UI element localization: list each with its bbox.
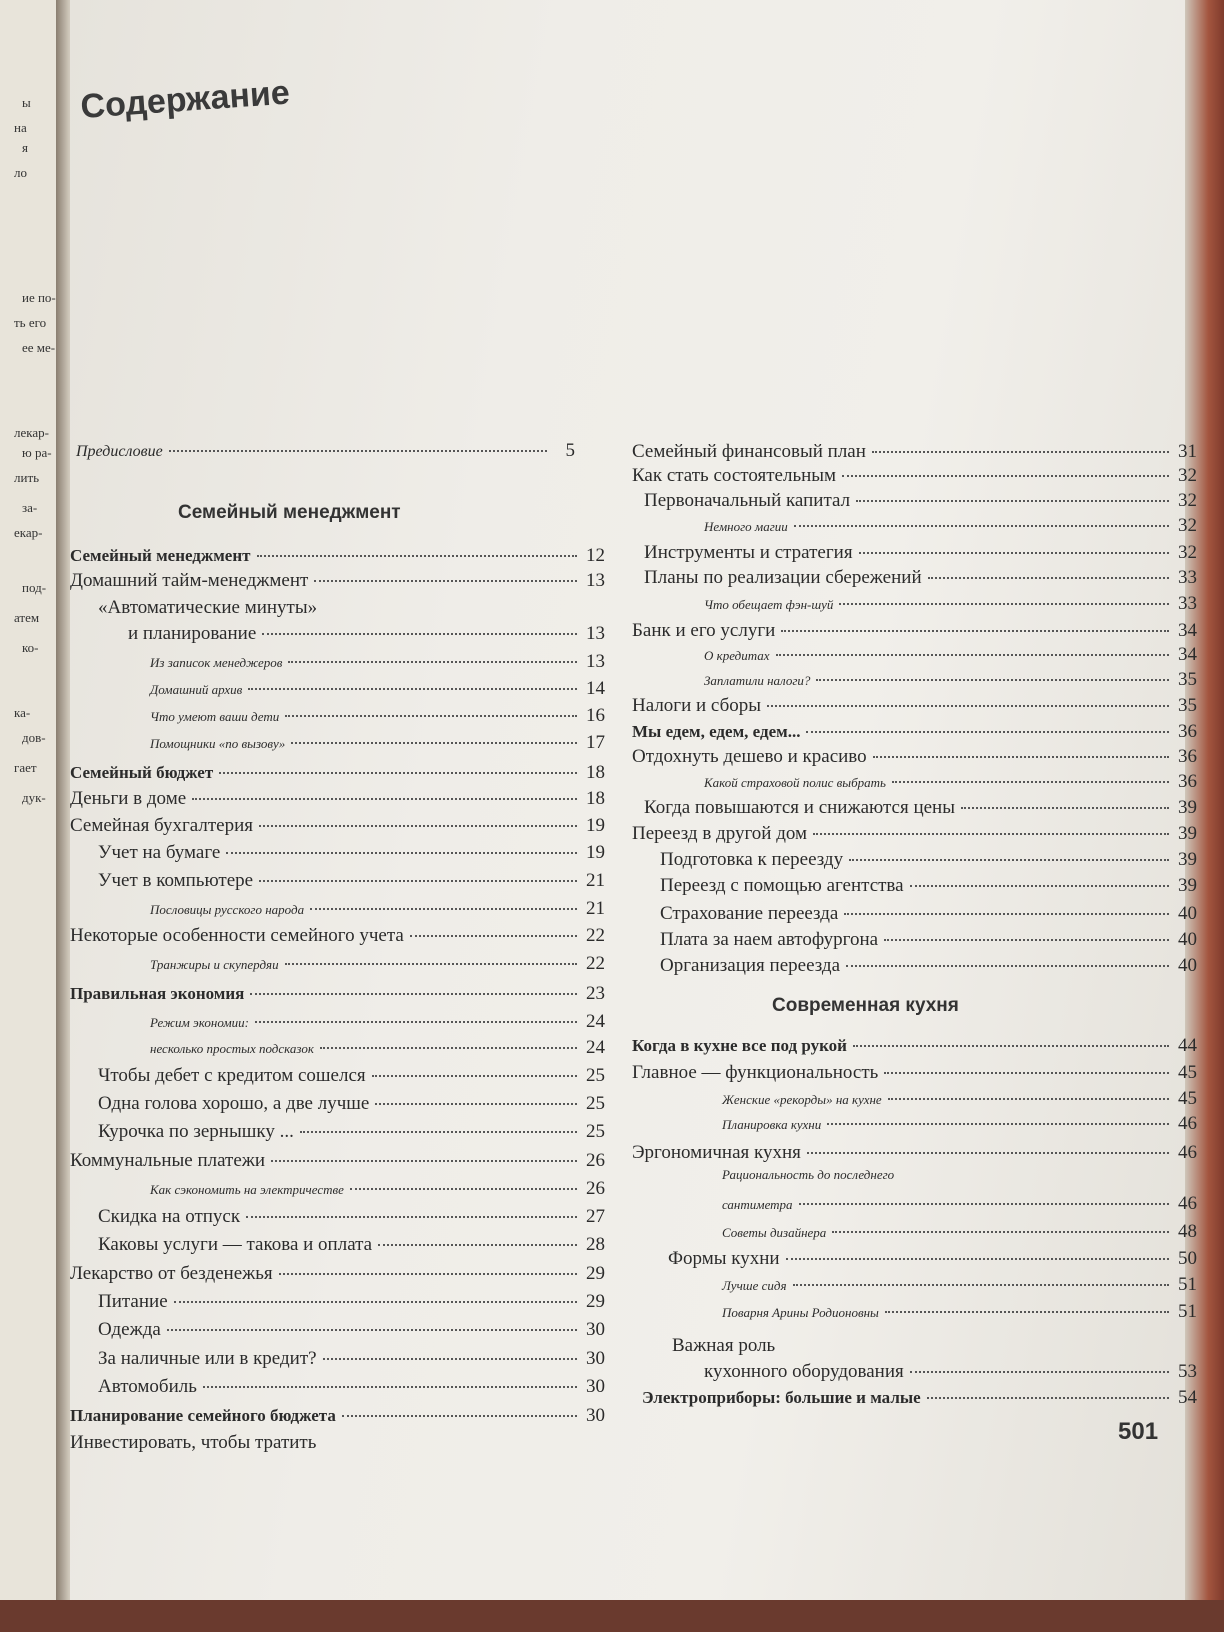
- toc-entry-label: сантиметра: [722, 1197, 793, 1212]
- adjacent-page-fragment: ее ме-: [22, 340, 56, 355]
- toc-entry: [722, 1167, 1197, 1183]
- toc-entry-label: Чтобы дебет с кредитом сошелся: [98, 1065, 366, 1086]
- toc-leader-dots: [910, 1370, 1169, 1373]
- toc-entry-page: 44: [1178, 1035, 1197, 1056]
- toc-leader-dots: [816, 678, 1169, 681]
- toc-entry: [70, 570, 605, 592]
- toc-entry: [98, 1206, 605, 1228]
- toc-entry-page: 32: [1178, 490, 1197, 511]
- toc-entry-page: 50: [1178, 1248, 1197, 1269]
- toc-entry-page: 17: [586, 732, 605, 753]
- toc-leader-dots: [927, 1396, 1169, 1399]
- toc-entry: [70, 1405, 605, 1427]
- adjacent-page-fragment: на: [14, 120, 27, 135]
- toc-entry: [150, 678, 605, 700]
- toc-entry-label: Одна голова хорошо, а две лучше: [98, 1093, 370, 1114]
- toc-entry-page: 14: [586, 678, 605, 699]
- toc-entry-label: Инвестировать, чтобы тратить: [70, 1432, 317, 1453]
- toc-leader-dots: [806, 730, 1169, 733]
- toc-entry-page: 22: [586, 925, 605, 946]
- toc-entry-label: Отдохнуть дешево и красиво: [632, 746, 867, 767]
- toc-entry-label: Советы дизайнера: [722, 1225, 827, 1240]
- toc-entry: [644, 490, 1197, 512]
- toc-leader-dots: [320, 1046, 577, 1049]
- toc-leader-dots: [884, 938, 1169, 941]
- toc-entry-label: Семейная бухгалтерия: [70, 815, 254, 836]
- toc-leader-dots: [248, 687, 577, 690]
- toc-leader-dots: [781, 629, 1169, 632]
- adjacent-page: [0, 0, 64, 1632]
- toc-entry-page: 18: [586, 788, 605, 809]
- toc-entry-label: Каковы услуги — такова и оплата: [98, 1234, 373, 1255]
- toc-leader-dots: [323, 1357, 577, 1360]
- toc-entry-page: 35: [1178, 669, 1197, 690]
- toc-leader-dots: [323, 608, 577, 609]
- adjacent-page-fragment: ть его: [14, 315, 47, 330]
- toc-leader-dots: [226, 851, 577, 854]
- toc-leader-dots: [410, 934, 577, 937]
- toc-leader-dots: [844, 912, 1169, 915]
- toc-leader-dots: [885, 1310, 1169, 1313]
- toc-entry-page: 24: [586, 1037, 605, 1058]
- toc-entry-label: Учет на бумаге: [98, 842, 221, 863]
- toc-entry: [70, 1432, 605, 1454]
- toc-entry-page: 40: [1178, 955, 1197, 976]
- toc-entry: [632, 1062, 1197, 1084]
- toc-leader-dots: [378, 1243, 577, 1246]
- toc-leader-dots: [174, 1300, 577, 1303]
- toc-entry-label: О кредитах: [704, 648, 770, 663]
- toc-entry: [660, 955, 1197, 977]
- toc-entry-label: Семейный финансовый план: [632, 441, 866, 462]
- toc-entry-page: 26: [586, 1178, 605, 1199]
- toc-entry-page: 27: [586, 1206, 605, 1227]
- toc-entry-page: 35: [1178, 695, 1197, 716]
- toc-entry-page: 32: [1178, 465, 1197, 486]
- toc-entry: [98, 1319, 605, 1341]
- toc-entry: [98, 1121, 605, 1143]
- toc-entry-label: «Автоматические минуты»: [98, 597, 318, 618]
- toc-entry: [98, 1376, 605, 1398]
- toc-entry-label: Семейный бюджет: [70, 763, 214, 782]
- toc-leader-dots: [793, 1283, 1170, 1286]
- toc-entry-page: 46: [1178, 1142, 1197, 1163]
- toc-leader-dots: [794, 524, 1169, 527]
- toc-entry-page: 36: [1178, 771, 1197, 792]
- toc-leader-dots: [291, 741, 577, 744]
- toc-entry-page: 46: [1178, 1113, 1197, 1134]
- toc-entry-label: Электроприборы: большие и малые: [642, 1388, 921, 1407]
- toc-entry: [128, 623, 605, 645]
- toc-entry-label: Предисловие: [76, 443, 163, 460]
- toc-entry-label: Режим экономии:: [150, 1015, 249, 1030]
- toc-entry-page: 31: [1178, 441, 1197, 462]
- toc-entry-page: 29: [586, 1291, 605, 1312]
- toc-leader-dots: [856, 499, 1169, 502]
- toc-entry: [632, 441, 1197, 463]
- toc-leader-dots: [262, 632, 577, 635]
- toc-entry: [704, 644, 1197, 666]
- toc-leader-dots: [786, 1257, 1169, 1260]
- toc-leader-dots: [259, 879, 577, 882]
- toc-entry-label: Инструменты и стратегия: [644, 542, 853, 563]
- toc-entry-page: 32: [1178, 542, 1197, 563]
- toc-entry: [660, 875, 1197, 897]
- adjacent-page-fragment: под-: [22, 580, 47, 595]
- toc-entry-page: 30: [586, 1376, 605, 1397]
- toc-entry: [722, 1301, 1197, 1323]
- adjacent-page-fragment: ие по-: [22, 290, 56, 305]
- toc-entry: [98, 1065, 605, 1087]
- toc-entry-label: Коммунальные платежи: [70, 1150, 266, 1171]
- toc-entry-page: 33: [1178, 567, 1197, 588]
- toc-entry-page: 40: [1178, 929, 1197, 950]
- toc-entry: [70, 983, 605, 1005]
- toc-entry-label: Рациональность до последнего: [722, 1167, 895, 1182]
- toc-entry-page: 30: [586, 1348, 605, 1369]
- toc-entry-label: Главное — функциональность: [632, 1062, 879, 1083]
- toc-leader-dots: [873, 755, 1169, 758]
- toc-entry-page: 13: [586, 623, 605, 644]
- toc-entry-label: Планы по реализации сбережений: [644, 567, 922, 588]
- toc-entry: [704, 593, 1197, 615]
- toc-entry: [660, 903, 1197, 925]
- toc-leader-dots: [827, 1122, 1169, 1125]
- toc-entry-label: кухонного оборудования: [704, 1361, 904, 1382]
- adjacent-page-fragment: лекар-: [14, 425, 49, 440]
- toc-entry: [98, 1234, 605, 1256]
- toc-entry-page: 45: [1178, 1062, 1197, 1083]
- toc-leader-dots: [342, 1414, 577, 1417]
- toc-entry: [632, 721, 1197, 743]
- page-number: 501: [1118, 1418, 1159, 1445]
- toc-entry-page: 30: [586, 1405, 605, 1426]
- toc-entry: [150, 953, 605, 975]
- toc-entry: [722, 1113, 1197, 1135]
- toc-leader-dots: [322, 1443, 577, 1444]
- toc-entry-page: 30: [586, 1319, 605, 1340]
- toc-entry-label: Как сэкономить на электричестве: [150, 1182, 344, 1197]
- toc-leader-dots: [250, 992, 577, 995]
- toc-entry-label: Из записок менеджеров: [150, 655, 283, 670]
- toc-entry-label: Когда повышаются и снижаются цены: [644, 797, 955, 818]
- toc-leader-dots: [350, 1187, 577, 1190]
- adjacent-page-fragment: екар-: [14, 525, 43, 540]
- adjacent-page-fragment: ка-: [14, 705, 31, 720]
- toc-entry: [632, 695, 1197, 717]
- toc-entry-page: 34: [1178, 620, 1197, 641]
- toc-entry: [704, 669, 1197, 691]
- toc-entry: [632, 465, 1197, 487]
- toc-entry: [70, 1263, 605, 1285]
- toc-entry-label: Эргономичная кухня: [632, 1142, 801, 1163]
- toc-entry-label: Заплатили налоги?: [704, 673, 811, 688]
- adjacent-page-fragment: я: [22, 140, 28, 155]
- toc-entry-page: 13: [586, 570, 605, 591]
- toc-entry-label: Когда в кухне все под рукой: [632, 1036, 847, 1055]
- toc-entry: [722, 1088, 1197, 1110]
- toc-entry-page: 29: [586, 1263, 605, 1284]
- toc-entry-page: 25: [586, 1121, 605, 1142]
- toc-leader-dots: [767, 704, 1169, 707]
- toc-leader-dots: [892, 780, 1169, 783]
- toc-entry: [70, 925, 605, 947]
- adjacent-page-fragment: лить: [14, 470, 40, 485]
- toc-leader-dots: [807, 1151, 1169, 1154]
- toc-entry-page: 36: [1178, 721, 1197, 742]
- toc-entry: [98, 1291, 605, 1313]
- toc-entry: [150, 898, 605, 920]
- toc-entry: [98, 1093, 605, 1115]
- toc-entry: [704, 1361, 1197, 1383]
- toc-leader-dots: [859, 551, 1169, 554]
- toc-entry-label: Переезд с помощью агентства: [660, 875, 904, 896]
- toc-leader-dots: [375, 1102, 577, 1105]
- toc-entry-page: 36: [1178, 746, 1197, 767]
- toc-entry-label: Мы едем, едем, едем...: [632, 722, 801, 741]
- toc-entry-page: 23: [586, 983, 605, 1004]
- toc-leader-dots: [839, 602, 1169, 605]
- toc-entry-page: 26: [586, 1150, 605, 1171]
- toc-leader-dots: [900, 1174, 1169, 1175]
- toc-entry: [98, 842, 605, 864]
- toc-leader-dots: [259, 824, 577, 827]
- toc-entry: [660, 929, 1197, 951]
- section-heading: Семейный менеджмент: [178, 502, 401, 523]
- toc-entry: [668, 1248, 1197, 1270]
- toc-entry-page: 24: [586, 1011, 605, 1032]
- toc-leader-dots: [961, 806, 1169, 809]
- toc-entry-label: Формы кухни: [668, 1248, 780, 1269]
- toc-entry: [632, 746, 1197, 768]
- toc-entry: [704, 515, 1197, 537]
- toc-entry-label: несколько простых подсказок: [150, 1041, 314, 1056]
- toc-entry-page: 5: [565, 440, 575, 461]
- toc-leader-dots: [255, 1020, 577, 1023]
- toc-leader-dots: [257, 554, 577, 557]
- toc-entry-label: Планировка кухни: [722, 1117, 822, 1132]
- toc-leader-dots: [813, 832, 1169, 835]
- toc-entry: [722, 1221, 1197, 1243]
- toc-entry-label: Страхование переезда: [660, 903, 839, 924]
- toc-leader-dots: [300, 1130, 577, 1133]
- toc-leader-dots: [846, 964, 1169, 967]
- toc-entry-label: Учет в компьютере: [98, 870, 254, 891]
- adjacent-page-fragment: ы: [22, 95, 31, 110]
- toc-entry-label: Некоторые особенности семейного учета: [70, 925, 404, 946]
- toc-entry-label: Переезд в другой дом: [632, 823, 808, 844]
- toc-leader-dots: [872, 450, 1169, 453]
- toc-entry-page: 25: [586, 1093, 605, 1114]
- toc-entry: [644, 542, 1197, 564]
- toc-leader-dots: [910, 884, 1169, 887]
- toc-entry-label: Что обещает фэн-шуй: [704, 597, 834, 612]
- toc-entry-page: 46: [1178, 1193, 1197, 1214]
- toc-entry-label: Важная роль: [672, 1335, 776, 1356]
- toc-leader-dots: [888, 1097, 1169, 1100]
- adjacent-page-fragment: за-: [22, 500, 38, 515]
- toc-entry: [722, 1193, 1197, 1215]
- toc-entry-page: 33: [1178, 593, 1197, 614]
- toc-entry-preface: [76, 440, 575, 462]
- toc-entry-label: и планирование: [128, 623, 257, 644]
- toc-entry-label: За наличные или в кредит?: [98, 1348, 317, 1369]
- toc-entry-label: Лекарство от безденежья: [70, 1263, 273, 1284]
- adjacent-page-fragment: гает: [14, 760, 37, 775]
- toc-leader-dots: [310, 907, 577, 910]
- toc-entry-label: Скидка на отпуск: [98, 1206, 241, 1227]
- toc-entry-label: Как стать состоятельным: [632, 465, 837, 486]
- adjacent-page-fragment: ло: [14, 165, 27, 180]
- toc-leader-dots: [849, 858, 1169, 861]
- toc-entry-page: 18: [586, 762, 605, 783]
- toc-leader-dots: [776, 653, 1169, 656]
- toc-entry-label: Женские «рекорды» на кухне: [722, 1092, 882, 1107]
- toc-entry-label: Домашний архив: [150, 682, 243, 697]
- toc-leader-dots: [192, 797, 577, 800]
- toc-entry: [660, 849, 1197, 871]
- toc-leader-dots: [246, 1215, 577, 1218]
- toc-leader-dots: [285, 714, 577, 717]
- toc-leader-dots: [219, 771, 577, 774]
- toc-entry-page: 25: [586, 1065, 605, 1086]
- toc-entry-label: Что умеют ваши дети: [150, 709, 280, 724]
- toc-entry-label: Лучше сидя: [722, 1278, 787, 1293]
- toc-entry-page: 16: [586, 705, 605, 726]
- toc-entry-page: 12: [586, 545, 605, 566]
- toc-entry-page: 21: [586, 898, 605, 919]
- adjacent-page-fragment: дук-: [22, 790, 46, 805]
- toc-leader-dots: [372, 1074, 577, 1077]
- toc-entry-label: Первоначальный капитал: [644, 490, 851, 511]
- toc-entry-label: Налоги и сборы: [632, 695, 762, 716]
- toc-entry-page: 39: [1178, 823, 1197, 844]
- toc-entry-label: Курочка по зернышку ...: [98, 1121, 294, 1142]
- toc-entry-page: 51: [1178, 1301, 1197, 1322]
- toc-leader-dots: [314, 579, 577, 582]
- toc-entry-label: Пословицы русского народа: [150, 902, 305, 917]
- toc-leader-dots: [288, 660, 577, 663]
- toc-entry: [150, 1011, 605, 1033]
- toc-entry-label: Помощники «по вызову»: [150, 736, 286, 751]
- toc-leader-dots: [285, 962, 577, 965]
- toc-entry-label: Подготовка к переезду: [660, 849, 844, 870]
- toc-entry: [70, 1150, 605, 1172]
- toc-entry-label: Банк и его услуги: [632, 620, 776, 641]
- toc-entry: [70, 815, 605, 837]
- toc-entry-page: 19: [586, 815, 605, 836]
- toc-entry: [632, 1035, 1197, 1057]
- toc-entry-page: 54: [1178, 1387, 1197, 1408]
- toc-entry-page: 39: [1178, 797, 1197, 818]
- toc-entry: [704, 771, 1197, 793]
- toc-leader-dots: [169, 449, 547, 452]
- toc-entry-page: 21: [586, 870, 605, 891]
- toc-entry-page: 32: [1178, 515, 1197, 536]
- toc-entry: [722, 1274, 1197, 1296]
- toc-entry-page: 34: [1178, 644, 1197, 665]
- toc-entry-label: Организация переезда: [660, 955, 841, 976]
- toc-entry-page: 39: [1178, 849, 1197, 870]
- toc-entry: [150, 1037, 605, 1059]
- toc-leader-dots: [271, 1159, 577, 1162]
- toc-entry: [150, 732, 605, 754]
- toc-leader-dots: [799, 1202, 1169, 1205]
- toc-entry: [644, 567, 1197, 589]
- toc-entry-label: Немного магии: [704, 519, 788, 534]
- toc-entry-label: Поварня Арины Родионовны: [722, 1305, 879, 1320]
- toc-entry: [150, 705, 605, 727]
- adjacent-page-fragment: ю ра-: [22, 445, 52, 460]
- toc-entry: [632, 823, 1197, 845]
- toc-entry: [98, 870, 605, 892]
- toc-entry-page: 28: [586, 1234, 605, 1255]
- toc-entry-label: Деньги в доме: [70, 788, 187, 809]
- toc-entry-label: Планирование семейного бюджета: [70, 1406, 336, 1425]
- toc-entry-label: Правильная экономия: [70, 984, 245, 1003]
- toc-entry-label: Автомобиль: [98, 1376, 197, 1397]
- toc-entry: [672, 1335, 1197, 1357]
- toc-entry: [98, 597, 605, 619]
- toc-leader-dots: [832, 1230, 1169, 1233]
- toc-entry-page: 13: [586, 651, 605, 672]
- toc-entry-label: Плата за наем автофургона: [660, 929, 879, 950]
- adjacent-page-fragment: ко-: [22, 640, 39, 655]
- toc-entry: [150, 651, 605, 673]
- toc-entry-page: 51: [1178, 1274, 1197, 1295]
- toc-entry-page: 22: [586, 953, 605, 974]
- toc-entry-label: Питание: [98, 1291, 168, 1312]
- table-surface: [0, 1600, 1224, 1632]
- toc-entry-page: 40: [1178, 903, 1197, 924]
- toc-entry-page: 19: [586, 842, 605, 863]
- toc-entry: [644, 797, 1197, 819]
- adjacent-page-fragment: дов-: [22, 730, 46, 745]
- toc-entry: [150, 1178, 605, 1200]
- toc-leader-dots: [781, 1346, 1169, 1347]
- toc-entry: [642, 1387, 1197, 1409]
- toc-entry-label: Домашний тайм-менеджмент: [70, 570, 309, 591]
- toc-entry: [632, 1142, 1197, 1164]
- toc-leader-dots: [928, 576, 1169, 579]
- toc-entry: [70, 762, 605, 784]
- toc-entry-page: 53: [1178, 1361, 1197, 1382]
- section-heading: Современная кухня: [772, 995, 959, 1016]
- toc-entry-page: 39: [1178, 875, 1197, 896]
- toc-leader-dots: [842, 474, 1169, 477]
- toc-entry: [70, 788, 605, 810]
- adjacent-page-fragment: атем: [14, 610, 40, 625]
- page-title: Содержание: [79, 73, 291, 127]
- toc-entry: [70, 545, 605, 567]
- toc-leader-dots: [884, 1071, 1169, 1074]
- toc-leader-dots: [203, 1385, 577, 1388]
- toc-entry-label: Транжиры и скупердяи: [150, 957, 279, 972]
- toc-leader-dots: [167, 1328, 577, 1331]
- toc-leader-dots: [279, 1272, 577, 1275]
- toc-leader-dots: [853, 1044, 1169, 1047]
- toc-entry-page: 45: [1178, 1088, 1197, 1109]
- toc-entry: [98, 1348, 605, 1370]
- toc-entry-label: Одежда: [98, 1319, 161, 1340]
- toc-entry-page: 48: [1178, 1221, 1197, 1242]
- toc-entry-label: Какой страховой полис выбрать: [704, 775, 886, 790]
- toc-entry-label: Семейный менеджмент: [70, 546, 251, 565]
- toc-entry: [632, 620, 1197, 642]
